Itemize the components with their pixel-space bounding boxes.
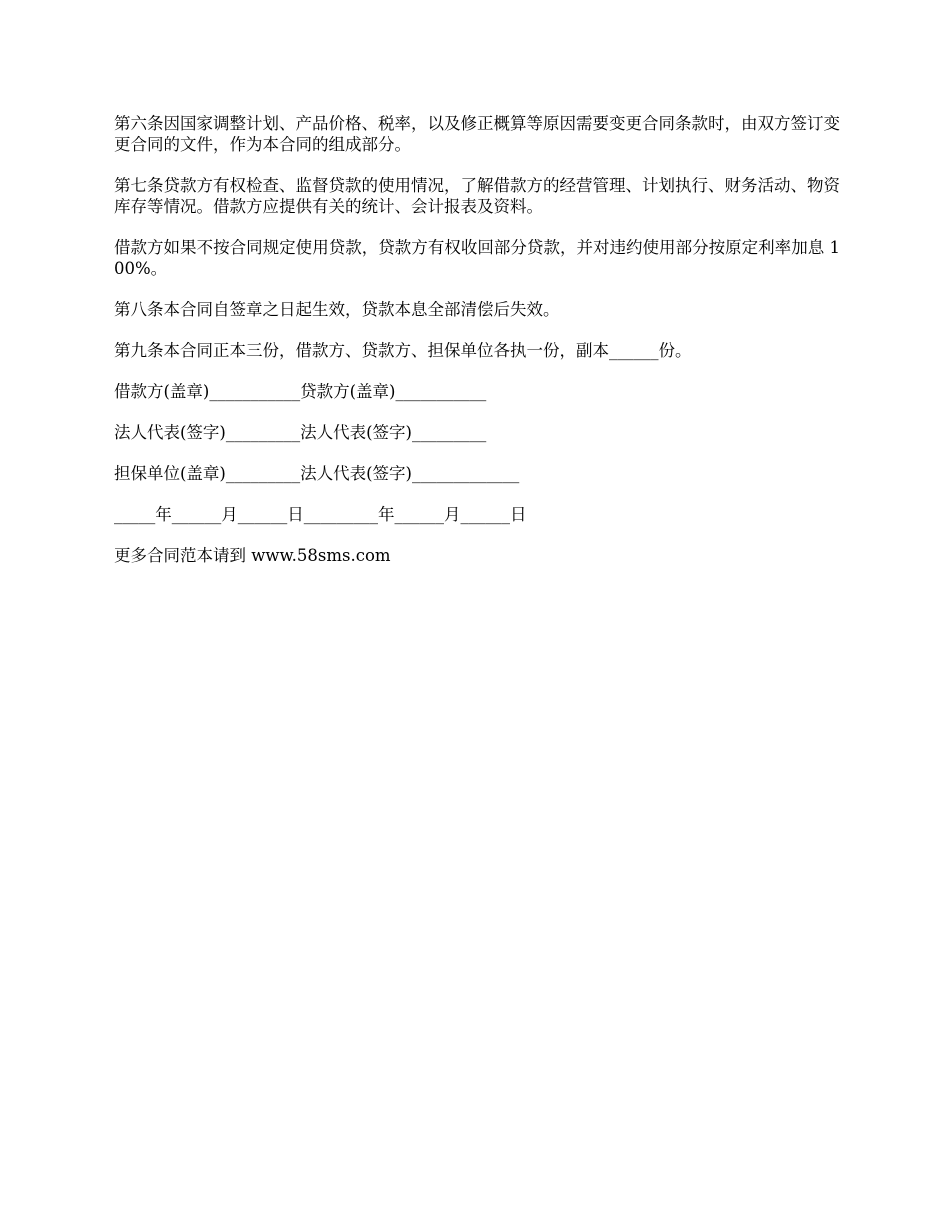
document-body (114, 113, 840, 586)
more-templates-line: 更多合同范本请到 www.58sms.com (114, 546, 391, 565)
guarantor-seal-line: 担保单位(盖章)_________法人代表(签字)_____________ (114, 464, 520, 483)
clause-8-paragraph: 第八条本合同自签章之日起生效，贷款本息全部清偿后失效。 (114, 300, 560, 319)
date-line: _____年______月______日_________年______月______日 (114, 505, 527, 524)
clause-6-paragraph: 第六条因国家调整计划、产品价格、税率，以及修正概算等原因需要变更合同条款时，由双方签订变更合同的文件，作为本合同的组成部分。 (114, 114, 840, 154)
clause-9-paragraph: 第九条本合同正本三份，借款方、贷款方、担保单位各执一份，副本______份。 (114, 341, 692, 360)
penalty-paragraph: 借款方如果不按合同规定使用贷款，贷款方有权收回部分贷款，并对违约使用部分按原定利率加息 100%。 (114, 238, 840, 278)
clause-7-paragraph: 第七条贷款方有权检查、监督贷款的使用情况，了解借款方的经营管理、计划执行、财务活动、物资库存等情况。借款方应提供有关的统计、会计报表及资料。 (114, 176, 840, 216)
legal-representative-line: 法人代表(签字)_________法人代表(签字)_________ (114, 423, 487, 442)
borrower-lender-seal-line: 借款方(盖章)___________贷款方(盖章)___________ (114, 382, 487, 401)
